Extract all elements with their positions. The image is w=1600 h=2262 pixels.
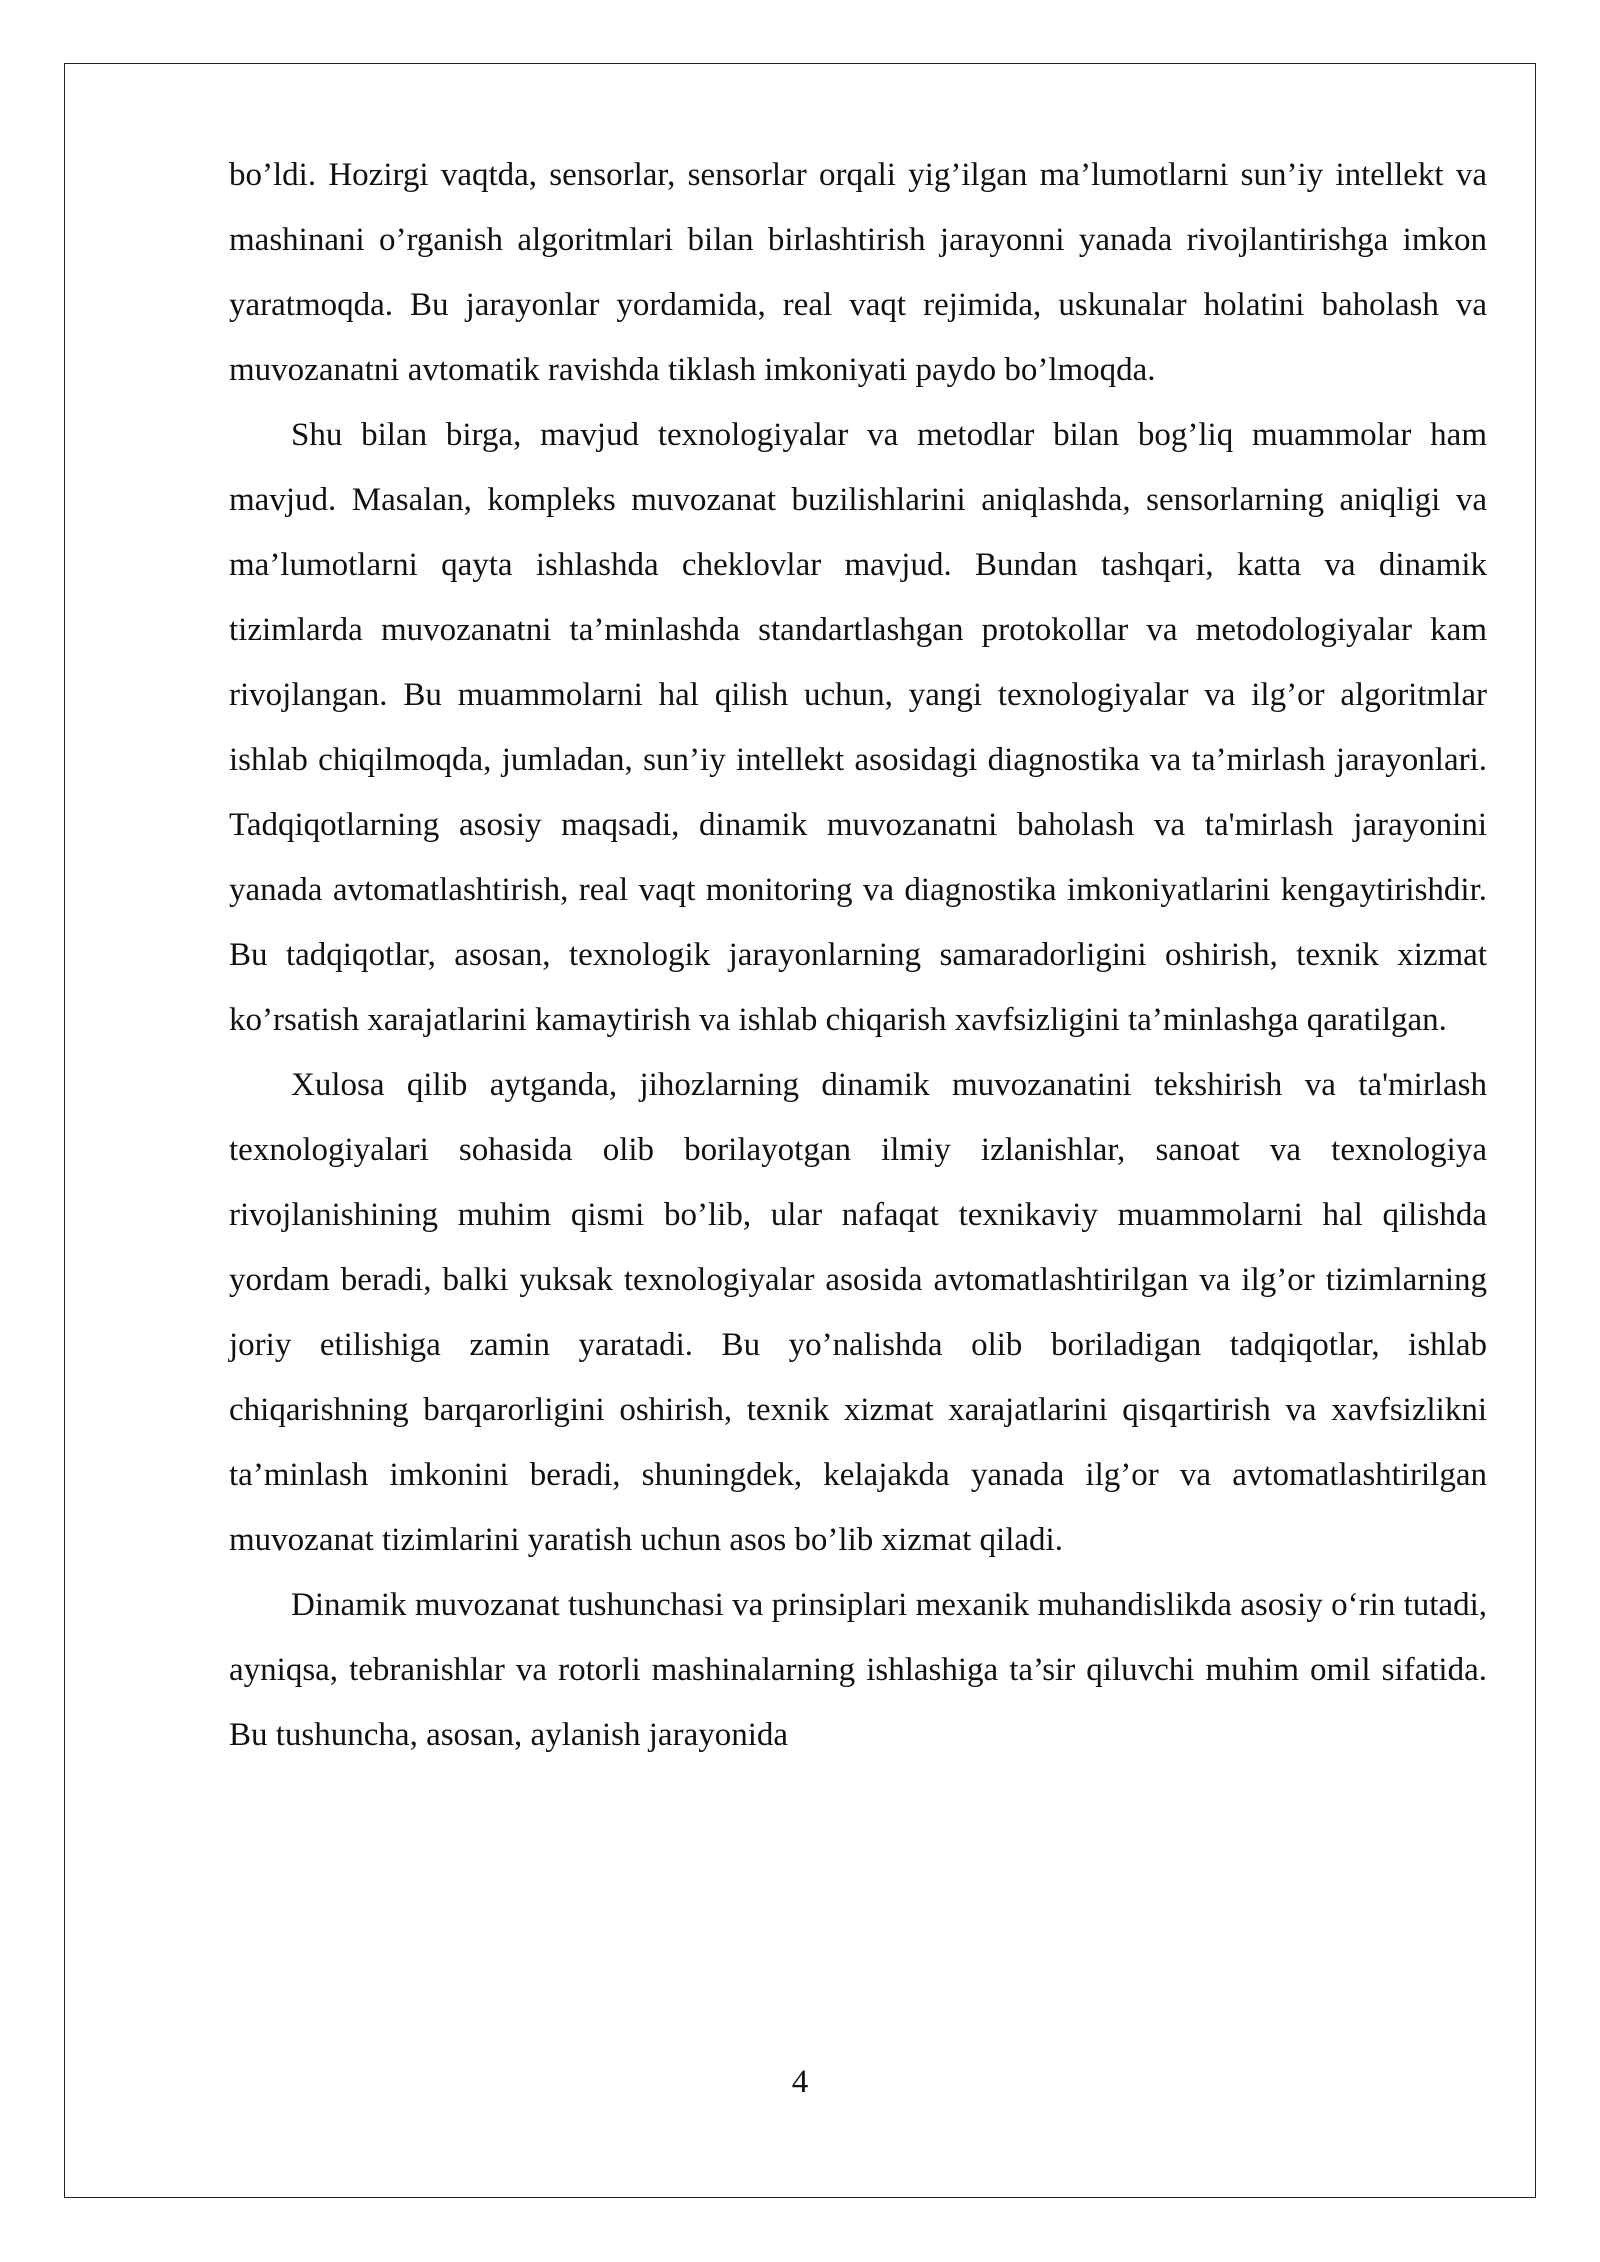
page-number: 4 (791, 2064, 809, 2100)
paragraph-2: Shu bilan birga, mavjud texnologiyalar va metodlar bilan bog’liq muammolar ham mavjud. Masalan, kompleks muvozanat buzilishlarini aniqlashda, sensorlarning aniqligi va ma’lumotlarni qayta ishlashda cheklovlar mavjud. Bundan tashqari, katta va dinamik tizimlarda muvozanatni ta’minlashda standartlashgan protokollar va metodologiyalar kam rivojlangan. Bu muammolarni hal qilish uchun, yangi texnologiyalar va ilg’or algoritmlar ishlab chiqilmoqda, jumladan, sun’iy intellekt asosidagi diagnostika va ta’mirlash jarayonlari. Tadqiqotlarning asosiy maqsadi, dinamik muvozanatni baholash va ta'mirlash jarayonini yanada avtomatlashtirish, real vaqt monitoring va diagnostika imkoniyatlarini kengaytirishdir. Bu tadqiqotlar, asosan, texnologik jarayonlarning samaradorligini oshirish, texnik xizmat ko’rsatish xarajatlarini kamaytirish va ishlab chiqarish xavfsizligini ta’minlashga qaratilgan. (229, 417, 1487, 1038)
page-body (229, 143, 1487, 1768)
paragraph-1: bo’ldi. Hozirgi vaqtda, sensorlar, sensorlar orqali yig’ilgan ma’lumotlarni sun’iy intellekt va mashinani o’rganish algoritmlari bilan birlashtirish jarayonni yanada rivojlantirishga imkon yaratmoqda. Bu jarayonlar yordamida, real vaqt rejimida, uskunalar holatini baholash va muvozanatni avtomatik ravishda tiklash imkoniyati paydo bo’lmoqda. (229, 157, 1487, 388)
paragraph-3: Xulosa qilib aytganda, jihozlarning dinamik muvozanatini tekshirish va ta'mirlash texnologiyalari sohasida olib borilayotgan ilmiy izlanishlar, sanoat va texnologiya rivojlanishining muhim qismi bo’lib, ular nafaqat texnikaviy muammolarni hal qilishda yordam beradi, balki yuksak texnologiyalar asosida avtomatlashtirilgan va ilg’or tizimlarning joriy etilishiga zamin yaratadi. Bu yo’nalishda olib boriladigan tadqiqotlar, ishlab chiqarishning barqarorligini oshirish, texnik xizmat xarajatlarini qisqartirish va xavfsizlikni ta’minlash imkonini beradi, shuningdek, kelajakda yanada ilg’or va avtomatlashtirilgan muvozanat tizimlarini yaratish uchun asos bo’lib xizmat qiladi. (229, 1067, 1487, 1558)
paragraph-4: Dinamik muvozanat tushunchasi va prinsiplari mexanik muhandislikda asosiy o‘rin tutadi, ayniqsa, tebranishlar va rotorli mashinalarning ishlashiga ta’sir qiluvchi muhim omil sifatida. Bu tushuncha, asosan, aylanish jarayonida (229, 1587, 1487, 1753)
